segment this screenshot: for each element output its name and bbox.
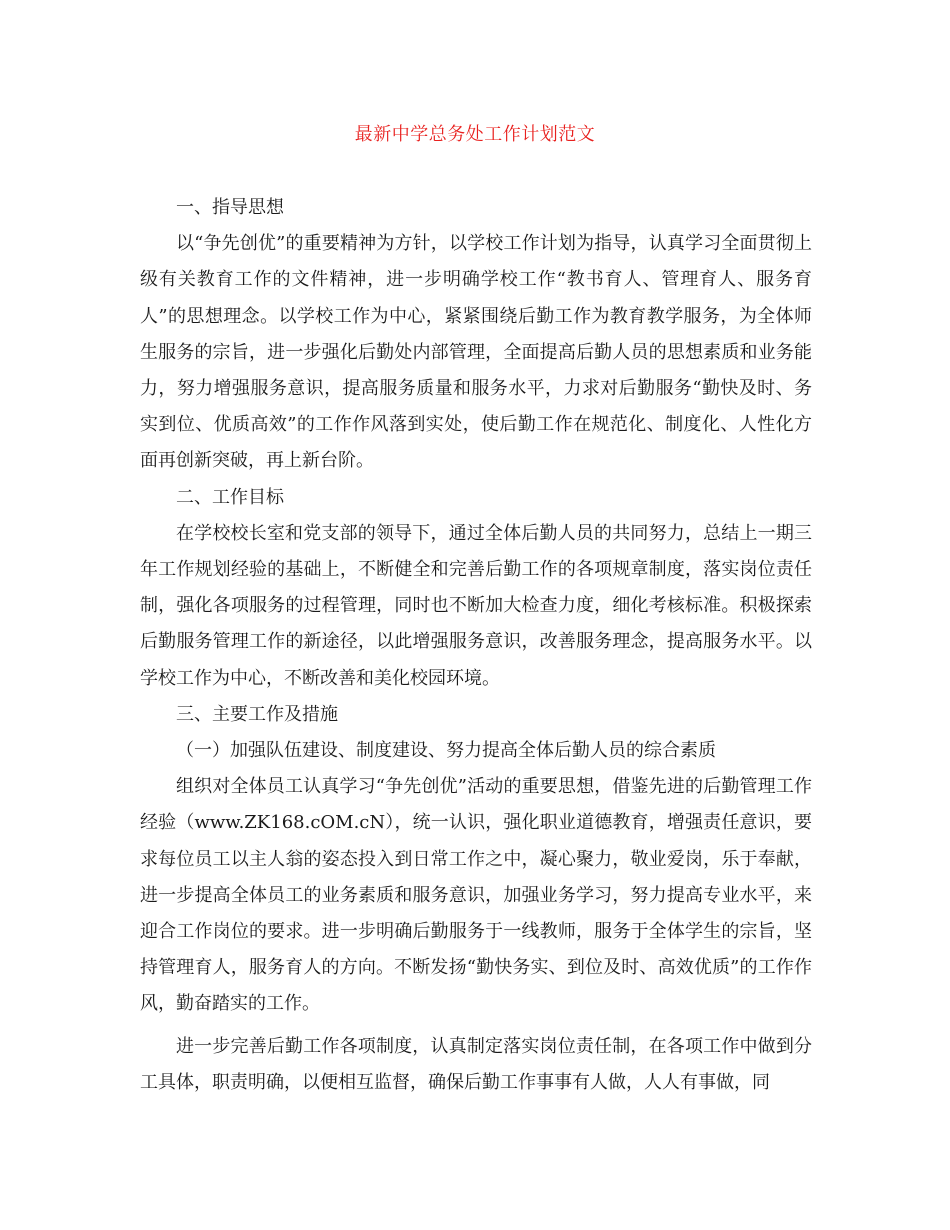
paragraph-team-building: 组织对全体员工认真学习“争先创优”活动的重要思想，借鉴先进的后勤管理工作经验（www.ZK168.cOM.cN），统一认识，强化职业道德教育，增强责任意识，要求每位员工以主人翁的姿态投入到日常工作之中，凝心聚力，敬业爱岗，乐于奉献，进一步提高全体员工的业务素质和服务意识，加强业务学习，努力提高专业水平，来迎合工作岗位的要求。进一步明确后勤服务于一线教师，服务于全体学生的宗旨，坚持管理育人，服务育人的方向。不断发扬“勤快务实、到位及时、高效优质”的工作作风，勤奋踏实的工作。 bbox=[140, 776, 812, 1015]
paragraph-system-improvement: 进一步完善后勤工作各项制度，认真制定落实岗位责任制，在各项工作中做到分工具体，职责明确，以便相互监督，确保后勤工作事事有人做，人人有事做，同 bbox=[140, 1035, 812, 1093]
section-heading-work-goals: 二、工作目标 bbox=[176, 486, 284, 508]
section-heading-main-work: 三、主要工作及措施 bbox=[176, 703, 338, 725]
document-title: 最新中学总务处工作计划范文 bbox=[354, 124, 596, 145]
section-heading-guiding-ideology: 一、指导思想 bbox=[176, 197, 284, 218]
subsection-heading-team-building: （一）加强队伍建设、制度建设、努力提高全体后勤人员的综合素质 bbox=[176, 740, 716, 762]
paragraph-guiding-ideology: 以“争先创优”的重要精神为方针，以学校工作计划为指导，认真学习全面贯彻上级有关教育工作的文件精神，进一步明确学校工作“教书育人、管理育人、服务育人”的思想理念。以学校工作为中心，紧紧围绕后勤工作为教育教学服务，为全体师生服务的宗旨，进一步强化后勤处内部管理，全面提高后勤人员的思想素质和业务能力，努力增强服务意识，提高服务质量和服务水平，力求对后勤服务“勤快及时、务实到位、优质高效”的工作作风落到实处，使后勤工作在规范化、制度化、人性化方面再创新突破，再上新台阶。 bbox=[140, 233, 812, 472]
paragraph-work-goals: 在学校校长室和党支部的领导下，通过全体后勤人员的共同努力，总结上一期三年工作规划经验的基础上，不断健全和完善后勤工作的各项规章制度，落实岗位责任制，强化各项服务的过程管理，同时也不断加大检查力度，细化考核标准。积极探索后勤服务管理工作的新途径，以此增强服务意识，改善服务理念，提高服务水平。以学校工作为中心，不断改善和美化校园环境。 bbox=[140, 522, 812, 689]
document-body bbox=[140, 190, 812, 1101]
